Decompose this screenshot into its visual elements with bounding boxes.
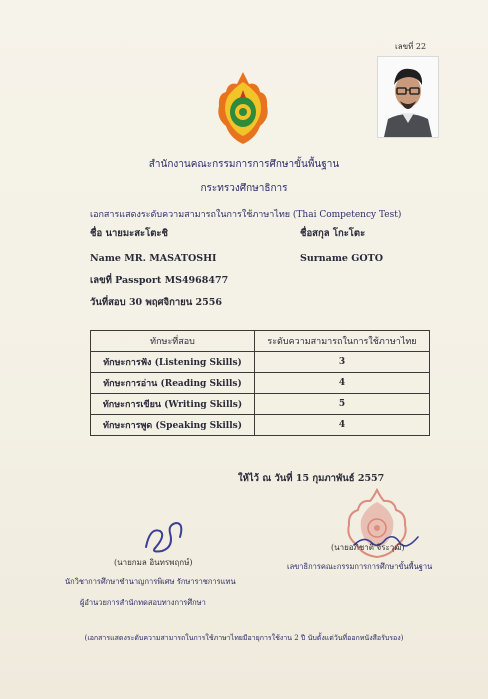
thai-surname-value: โกะโตะ: [332, 228, 366, 239]
english-surname-row: [300, 253, 383, 264]
thai-surname-label: ชื่อสกุล: [300, 228, 330, 239]
office-name: สำนักงานคณะกรรมการการศึกษาขั้นพื้นฐาน: [148, 159, 340, 170]
document-title: เอกสารแสดงระดับความสามารถในการใช้ภาษาไทย (Thai Competency Test): [90, 210, 402, 220]
left-signer-title-2: ผู้อำนวยการสำนักทดสอบทางการศึกษา: [80, 598, 206, 607]
skill-level: 3: [255, 352, 430, 373]
table-row: [91, 415, 430, 436]
skills-table-header: [91, 331, 430, 352]
left-signer-name: (นายกมล อินทรพฤกษ์): [114, 558, 193, 567]
skill-level: 5: [255, 394, 430, 415]
passport-value: MS4968477: [164, 275, 229, 286]
test-date-row: [90, 295, 222, 310]
skill-level: 4: [255, 373, 430, 394]
right-signer-name: (นายอภิชาติ จีระวุฒิ): [331, 543, 405, 552]
thai-name-label: ชื่อ: [90, 228, 103, 239]
left-signature: [140, 517, 190, 557]
validity-footnote: (เอกสารแสดงระดับความสามารถในการใช้ภาษาไทยมีอายุการใช้งาน 2 ปี นับตั้งแต่วันที่ออกหนังสือรับรอง): [84, 634, 404, 642]
english-name-value: MR. MASATOSHI: [124, 253, 217, 264]
passport-label: เลขที่ Passport: [90, 275, 162, 286]
issue-date: ให้ไว้ ณ วันที่ 15 กุมภาพันธ์ 2557: [238, 473, 385, 484]
ministry-emblem-icon: [216, 70, 270, 148]
thai-name-row: [90, 226, 168, 241]
thai-surname-row: [300, 226, 365, 241]
english-name-label: Name: [90, 253, 121, 264]
skill-name: ทักษะการพูด (Speaking Skills): [91, 415, 255, 436]
test-date-value: 30 พฤศจิกายน 2556: [128, 297, 222, 308]
skill-column-header: ทักษะที่สอบ: [91, 331, 255, 352]
english-surname-label: Surname: [300, 253, 348, 264]
document-number: เลขที่ 22: [395, 42, 427, 51]
passport-row: [90, 273, 228, 288]
skills-table: [90, 330, 430, 436]
skill-name: ทักษะการอ่าน (Reading Skills): [91, 373, 255, 394]
test-date-label: วันที่สอบ: [90, 297, 126, 308]
applicant-photo: [377, 56, 439, 138]
right-signer-title: เลขาธิการคณะกรรมการการศึกษาขั้นพื้นฐาน: [287, 562, 433, 571]
table-row: [91, 352, 430, 373]
english-name-row: [90, 253, 217, 264]
ministry-name: กระทรวงศึกษาธิการ: [200, 183, 288, 194]
table-row: [91, 394, 430, 415]
skill-name: ทักษะการเขียน (Writing Skills): [91, 394, 255, 415]
skill-level: 4: [255, 415, 430, 436]
left-signer-title-1: นักวิชาการศึกษาชำนาญการพิเศษ รักษาราชการแทน: [65, 577, 236, 586]
level-column-header: ระดับความสามารถในการใช้ภาษาไทย: [255, 331, 430, 352]
table-row: [91, 373, 430, 394]
skill-name: ทักษะการฟัง (Listening Skills): [91, 352, 255, 373]
english-surname-value: GOTO: [351, 253, 383, 264]
thai-name-value: นายมะสะโตะชิ: [105, 228, 168, 239]
